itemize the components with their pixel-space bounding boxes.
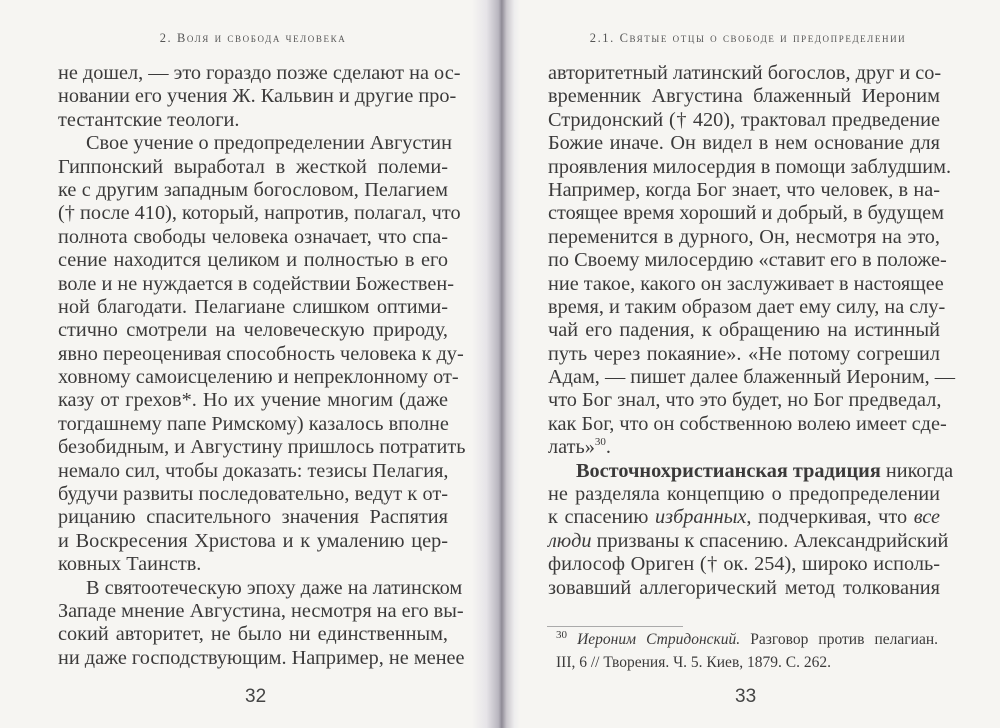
text-line xyxy=(58,342,464,366)
text-run: безобидным, и Августину пришлось потратить xyxy=(58,436,466,459)
italic-term: Иероним Стридонский. xyxy=(577,631,741,648)
text-run: философ Ориген († ок. 254), широко исполь- xyxy=(548,553,940,576)
text-run: призваны к спасению. Александрийский xyxy=(591,529,949,552)
text-line xyxy=(548,389,940,412)
text-line xyxy=(548,343,940,366)
text-line xyxy=(58,226,448,249)
left-running-head: 2. Воля и свобода человека xyxy=(159,31,347,45)
text-line xyxy=(548,319,940,342)
text-line xyxy=(548,577,940,600)
text-run: ни даже господствующим. Например, не менее xyxy=(58,646,465,669)
bold-term: Восточнохристианская традиция xyxy=(576,459,881,482)
text-run: Разговор против пелагиан. xyxy=(740,631,938,648)
text-run: будучи развиты последовательно, ведут к от- xyxy=(58,483,448,506)
text-line xyxy=(548,249,947,272)
text-line xyxy=(58,576,463,600)
text-line xyxy=(548,202,944,225)
text-line xyxy=(556,628,938,651)
text-run: Гиппонский выработал в жесткой полеми- xyxy=(58,155,448,178)
text-line xyxy=(58,296,448,319)
footnote xyxy=(556,628,938,674)
text-line xyxy=(58,530,448,553)
text-run: авторитетный латинский богослов, друг и со- xyxy=(548,62,942,84)
text-line xyxy=(58,132,453,155)
text-line xyxy=(548,529,949,553)
text-line xyxy=(548,506,940,529)
text-line xyxy=(548,132,940,155)
text-line xyxy=(58,319,448,342)
text-run: полнота свободы человека означает, что спа- xyxy=(58,225,448,248)
text-line xyxy=(58,85,457,108)
text-line xyxy=(58,623,448,646)
right-page-number: 33 xyxy=(735,686,757,707)
text-run: сокий авторитет, не было ни единственным, xyxy=(58,623,448,646)
text-run: не дошел, — это гораздо позже сделают на ос- xyxy=(58,62,461,84)
text-run: стично смотрели на человеческую природу, xyxy=(58,319,448,342)
text-run: Например, когда Бог знает, что человек, в на- xyxy=(548,178,940,201)
text-line xyxy=(58,436,466,459)
text-run: воле и не нуждается в содействии Божествен- xyxy=(58,272,454,295)
text-run: по Своему милосердию «ставит его в положе- xyxy=(548,249,947,272)
text-run: ке с другим западным богословом, Пелагием xyxy=(58,178,448,201)
text-line xyxy=(58,599,464,623)
text-run: ковных Таинств. xyxy=(58,553,202,576)
text-line xyxy=(548,553,940,576)
left-page-body xyxy=(58,62,466,670)
text-line xyxy=(548,436,940,459)
text-run: стоящее время хороший и добрый, в будущем xyxy=(548,202,944,225)
text-run: время, и таким образом дает ему силу, на слу- xyxy=(548,295,946,318)
text-run: ховному самоисцелению и непреклонному от- xyxy=(58,366,459,389)
text-line xyxy=(58,460,448,483)
text-run: как Бог, что он собственною волею имеет сде- xyxy=(548,412,947,435)
text-run: проявления милосердия в помощи заблудшим. xyxy=(548,155,952,178)
text-line xyxy=(548,366,956,389)
text-line xyxy=(58,366,459,389)
text-run xyxy=(567,631,577,648)
right-page-body xyxy=(548,62,956,600)
text-line xyxy=(58,62,461,85)
footnote-ref: 30 xyxy=(594,436,606,449)
text-run: Свое учение о предопределении Августин xyxy=(86,132,453,155)
text-line xyxy=(58,272,454,296)
text-run: к спасению xyxy=(548,506,656,529)
text-line xyxy=(548,226,940,249)
text-line xyxy=(58,553,448,576)
text-line xyxy=(58,109,448,132)
text-run: ной благодати. Пелагиане слишком оптими- xyxy=(58,295,448,318)
text-run: немало сил, чтобы доказать: тезисы Пелагия, xyxy=(58,459,449,482)
text-line xyxy=(58,483,448,506)
text-line xyxy=(58,646,465,670)
text-line xyxy=(58,249,448,272)
text-run: зовавший аллегорический метод толкования xyxy=(548,576,940,599)
text-run: не разделяла концепцию о предопределении xyxy=(548,483,940,506)
text-line xyxy=(556,651,938,674)
italic-term: все xyxy=(913,506,940,529)
text-run: сение находится целиком и полностью в его xyxy=(58,249,448,272)
text-line xyxy=(58,179,448,202)
text-run: новании его учения Ж. Кальвин и другие про- xyxy=(58,85,457,108)
text-line xyxy=(548,109,940,132)
text-run: и Воскресения Христова и к умалению цер- xyxy=(58,529,448,552)
text-line xyxy=(58,413,448,436)
text-line xyxy=(548,272,944,296)
text-run: путь через покаяние». «Не потому согрешил xyxy=(548,342,940,365)
text-run: временник Августина блаженный Иероним xyxy=(548,85,940,108)
text-line xyxy=(548,295,946,319)
text-run: казу от грехов*. Но их учение многим (даже xyxy=(58,389,448,412)
text-run: явно переоценивая способность человека к ду- xyxy=(58,342,464,365)
book-gutter-shadow xyxy=(472,0,520,728)
text-run: переменится в дурного, Он, несмотря на это, xyxy=(548,225,940,248)
italic-term: избранных xyxy=(655,506,747,529)
text-line xyxy=(548,412,947,436)
text-run: III, 6 // Творения. Ч. 5. Киев, 1879. С. 262. xyxy=(556,654,831,671)
text-run: рицанию спасительного значения Распятия xyxy=(58,506,448,529)
text-run: Адам, — пишет далее блаженный Иероним, — xyxy=(548,366,956,389)
text-run: никогда xyxy=(880,459,954,482)
text-line xyxy=(58,156,448,179)
text-run: . xyxy=(605,436,611,459)
text-run: чай его падения, к обращению на истинный xyxy=(548,319,940,342)
text-run: лать» xyxy=(548,436,595,459)
text-line xyxy=(58,506,448,529)
text-line xyxy=(548,459,954,483)
text-run: тестантские теологи. xyxy=(58,108,240,131)
text-line xyxy=(58,202,461,225)
text-line xyxy=(548,179,940,202)
text-line xyxy=(548,155,952,179)
text-run: что Бог знал, что это будет, но Бог предведал, xyxy=(548,389,942,412)
text-line xyxy=(548,483,940,506)
italic-term: люди xyxy=(548,529,592,552)
text-run: († после 410), который, напротив, полагал, что xyxy=(58,202,461,225)
text-run: Западе мнение Августина, несмотря на его вы- xyxy=(58,599,464,622)
text-run: ние такое, какого он заслуживает в настоящее xyxy=(548,272,944,295)
left-page-number: 32 xyxy=(245,686,267,707)
footnote-divider xyxy=(547,626,683,627)
text-run: Божие иначе. Он видел в нем основание для xyxy=(548,132,940,155)
text-run: , подчеркивая, что xyxy=(746,506,914,529)
text-line xyxy=(58,389,448,412)
text-line xyxy=(548,85,940,108)
text-run: Стридонский († 420), трактовал предведение xyxy=(548,108,940,131)
text-run: В святоотеческую эпоху даже на латинском xyxy=(86,576,463,599)
right-running-head: 2.1. Святые отцы о свободе и предопределении xyxy=(589,31,907,45)
text-line xyxy=(548,62,940,85)
text-run: тогдашнему папе Римскому) казалось вполне xyxy=(58,412,449,435)
footnote-ref: 30 xyxy=(556,628,567,641)
